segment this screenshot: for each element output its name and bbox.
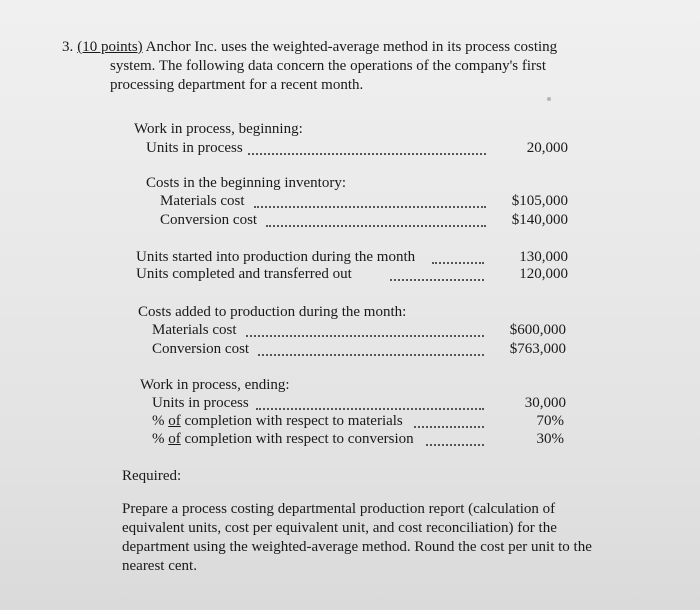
- dot-leader: [254, 206, 486, 208]
- dot-leader: [390, 279, 484, 281]
- wip-ending-units-label: Units in process: [152, 395, 249, 411]
- units-completed-row: [0, 265, 700, 284]
- added-costs-heading: Costs added to production during the month:: [138, 304, 407, 320]
- wip-beginning-units-label: Units in process: [146, 140, 243, 156]
- units-started-value: 130,000: [519, 249, 568, 265]
- wip-ending-heading: Work in process, ending:: [140, 377, 290, 393]
- dot-leader: [248, 153, 486, 155]
- dot-leader: [432, 262, 484, 264]
- units-completed-label: Units completed and transferred out: [136, 266, 352, 282]
- required-line-3: department using the weighted-average method. Round the cost per unit to the: [122, 539, 592, 555]
- wip-beginning-units-value: 20,000: [526, 140, 568, 156]
- beginning-costs-heading: Costs in the beginning inventory:: [146, 175, 346, 191]
- question-text-1: Anchor Inc. uses the weighted-average method in its process costing: [145, 39, 558, 55]
- added-conversion-value: $763,000: [509, 341, 566, 357]
- beginning-materials-value: $105,000: [511, 193, 568, 209]
- added-conversion-row: [0, 340, 700, 359]
- percent-sign: %: [152, 413, 165, 429]
- materials-pct-text: completion with respect to materials: [184, 413, 403, 429]
- required-text: [122, 500, 682, 576]
- beginning-conversion-value: $140,000: [511, 212, 568, 228]
- beginning-conversion-label: Conversion cost: [160, 212, 258, 228]
- beginning-conversion-row: [0, 211, 700, 230]
- required-line-4: nearest cent.: [122, 558, 197, 574]
- wip-ending-units-row: [0, 394, 700, 413]
- wip-ending-materials-pct-row: [0, 412, 700, 431]
- units-started-label: Units started into production during the month: [136, 249, 416, 265]
- question-number: 3.: [62, 39, 74, 55]
- question-line-3: processing department for a recent month.: [110, 77, 364, 93]
- question-line-2: system. The following data concern the operations of the company's first: [110, 58, 547, 74]
- of-word: of: [168, 413, 181, 429]
- required-line-1: Prepare a process costing departmental production report (calculation of: [122, 501, 556, 517]
- dot-leader: [266, 225, 486, 227]
- units-completed-value: 120,000: [519, 266, 568, 282]
- wip-ending-materials-pct-label: [152, 412, 403, 431]
- wip-ending-materials-pct-value: 70%: [536, 413, 564, 429]
- added-materials-label: Materials cost: [152, 322, 237, 338]
- beginning-materials-row: [0, 192, 700, 211]
- added-conversion-label: Conversion cost: [152, 341, 250, 357]
- dot-leader: [414, 426, 484, 428]
- percent-sign: %: [152, 431, 165, 447]
- required-heading: Required:: [122, 468, 182, 484]
- dot-leader: [256, 408, 484, 410]
- page-speck: [547, 97, 551, 101]
- required-line-2: equivalent units, cost per equivalent unit, and cost reconciliation) for the: [122, 520, 557, 536]
- conversion-pct-text: completion with respect to conversion: [184, 431, 414, 447]
- question-points: (10 points): [77, 39, 143, 55]
- dot-leader: [426, 444, 484, 446]
- wip-ending-conversion-pct-row: [0, 430, 700, 449]
- of-word: of: [168, 431, 181, 447]
- wip-beginning-units-row: [0, 139, 700, 158]
- question-line-1: [62, 38, 642, 57]
- dot-leader: [258, 354, 484, 356]
- question-intro: [62, 38, 642, 95]
- wip-ending-conversion-pct-label: [152, 430, 414, 449]
- beginning-materials-label: Materials cost: [160, 193, 245, 209]
- dot-leader: [246, 335, 484, 337]
- added-materials-value: $600,000: [509, 322, 566, 338]
- wip-ending-units-value: 30,000: [524, 395, 566, 411]
- wip-ending-conversion-pct-value: 30%: [536, 431, 564, 447]
- wip-beginning-heading: Work in process, beginning:: [134, 121, 303, 137]
- added-materials-row: [0, 321, 700, 340]
